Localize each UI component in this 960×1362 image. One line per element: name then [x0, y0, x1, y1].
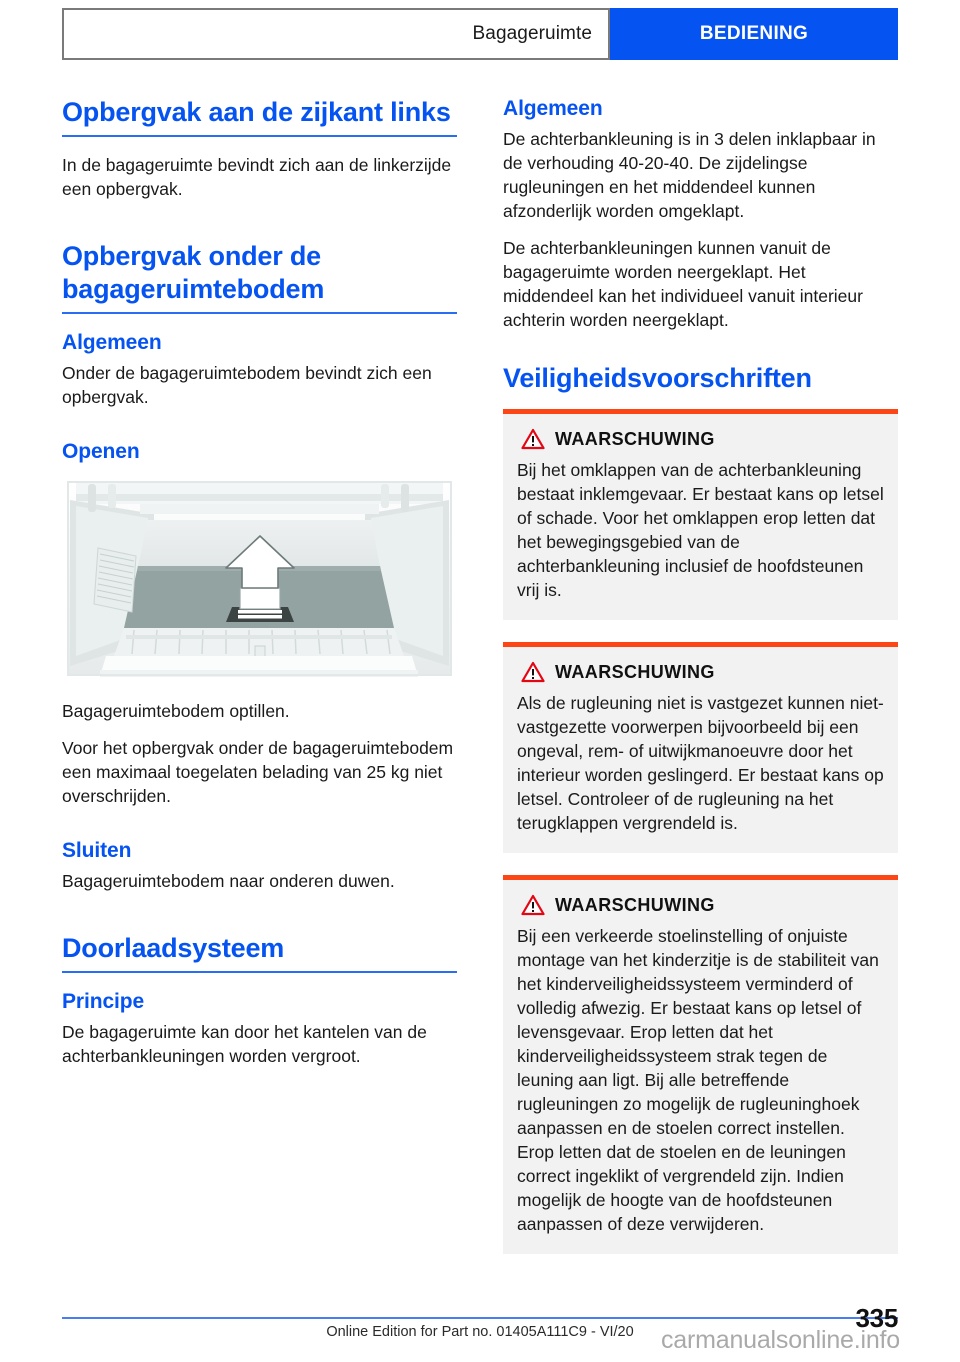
footer-edition-line — [62, 1324, 900, 1354]
paragraph: De bagageruimte kan door het kantelen van de achterbankleuningen worden vergroot. — [62, 1022, 427, 1066]
paragraph: De achterbankleuning is in 3 delen inklapbaar in de verhouding 40-20-40. De zijdelingse rugleuningen en het middendeel kunnen afzonderlijk worden omgeklapt. — [503, 129, 876, 221]
warning-text: Bij een verkeerde stoelinstelling of onjuiste montage van het kinderzitje is de stabiliteit van het kinderveiligheidssysteem verminderd of volledig afwezig. Er bestaat kans op letsel of levensgevaar. Erop letten dat het kinderveiligheidssysteem strak tegen de leuning aan ligt. Bij alle betreffende rugleuningen zo mogelijk de rugleuninghoek aanpassen en de stoelen correct instellen. Erop letten dat de stoelen en de leuningen correct ingeklikt of vergrendeld zijn. Indien mogelijk de hoogte van de hoofdsteunen aanpassen of deze verwijderen. — [517, 926, 879, 1234]
paragraph: De achterbankleuningen kunnen vanuit de bagageruimte worden neergeklapt. Het middendeel kan het individueel vanuit interieur achterin worden neergeklapt. — [503, 238, 863, 330]
footer-rule — [62, 1317, 898, 1319]
trunk-illustration-svg — [62, 470, 457, 683]
subheading-algemeen-right: Algemeen — [503, 97, 603, 120]
page-title-opbergvak-zijkant: Opbergvak aan de zijkant links — [62, 97, 451, 127]
content-columns — [62, 96, 898, 1254]
warning-box — [503, 409, 898, 620]
subheading-principe: Principe — [62, 990, 145, 1013]
warning-label: WAARSCHUWING — [555, 661, 715, 682]
heading-rule — [62, 135, 457, 137]
spacer — [62, 906, 457, 932]
warning-header — [517, 428, 884, 450]
page-header — [62, 8, 898, 60]
trunk-floor-illustration — [62, 470, 457, 683]
spacer — [62, 422, 457, 439]
right-column — [503, 96, 898, 1254]
paragraph: Voor het opbergvak onder de bagageruimtebodem een maximaal toegelaten belading van 25 kg niet overschrijden. — [62, 738, 454, 806]
heading-rule — [62, 312, 457, 314]
spacer — [62, 821, 457, 838]
warning-header — [517, 894, 884, 916]
paragraph: Onder de bagageruimtebodem bevindt zich een opbergvak. — [62, 363, 432, 407]
section-label: BEDIENING — [699, 23, 809, 44]
header-breadcrumb-box — [62, 8, 610, 60]
subheading-openen: Openen — [62, 440, 140, 463]
left-column — [62, 96, 457, 1254]
watermark-text: carmanualsonline.info — [660, 1326, 900, 1354]
warning-text: Bij het omklappen van de achterbankleuning bestaat inklemgevaar. Er bestaat kans op letsel of schade. Voor het omklappen erop letten dat het bewegingsgebied van de achterbankleuning inclusief de hoofdsteunen vrij is. — [517, 460, 884, 600]
heading-rule — [62, 971, 457, 973]
subheading-sluiten: Sluiten — [62, 839, 132, 862]
warning-text: Als de rugleuning niet is vastgezet kunnen niet-vastgezette voorwerpen bijvoorbeeld bij een ongeval, rem- of uitwijkmanoeuvre door het interieur worden geslingerd. Er bestaat kans op letsel. Controleer of de rugleuning na het terugklappen vergrendeld is. — [517, 693, 884, 833]
warning-triangle-icon — [521, 661, 545, 683]
edition-text: Online Edition for Part no. 01405A111C9 - VI/20 — [326, 1324, 634, 1340]
section-title-doorlaadsysteem: Doorlaadsysteem — [62, 933, 285, 963]
page-number: 335 — [855, 1303, 898, 1333]
paragraph: Bagageruimtebodem optillen. — [62, 701, 290, 721]
header-section-tab — [610, 8, 898, 60]
spacer — [503, 345, 898, 362]
warning-box — [503, 875, 898, 1254]
page-footer — [62, 1303, 900, 1354]
warning-label: WAARSCHUWING — [555, 428, 715, 449]
section-title-veiligheidsvoorschriften: Veiligheidsvoorschriften — [503, 363, 812, 393]
subheading-algemeen: Algemeen — [62, 331, 162, 354]
spacer — [62, 214, 457, 240]
section-title-opbergvak-bodem: Opbergvak onder de bagageruimtebodem — [62, 241, 325, 304]
spacer — [503, 401, 898, 409]
breadcrumb: Bagageruimte — [472, 23, 592, 44]
warning-triangle-icon — [521, 894, 545, 916]
warning-header — [517, 661, 884, 683]
warning-triangle-icon — [521, 428, 545, 450]
warning-label: WAARSCHUWING — [555, 894, 715, 915]
paragraph: Bagageruimtebodem naar onderen duwen. — [62, 871, 395, 891]
warning-box — [503, 642, 898, 853]
paragraph: In de bagageruimte bevindt zich aan de linkerzijde een opbergvak. — [62, 155, 452, 199]
